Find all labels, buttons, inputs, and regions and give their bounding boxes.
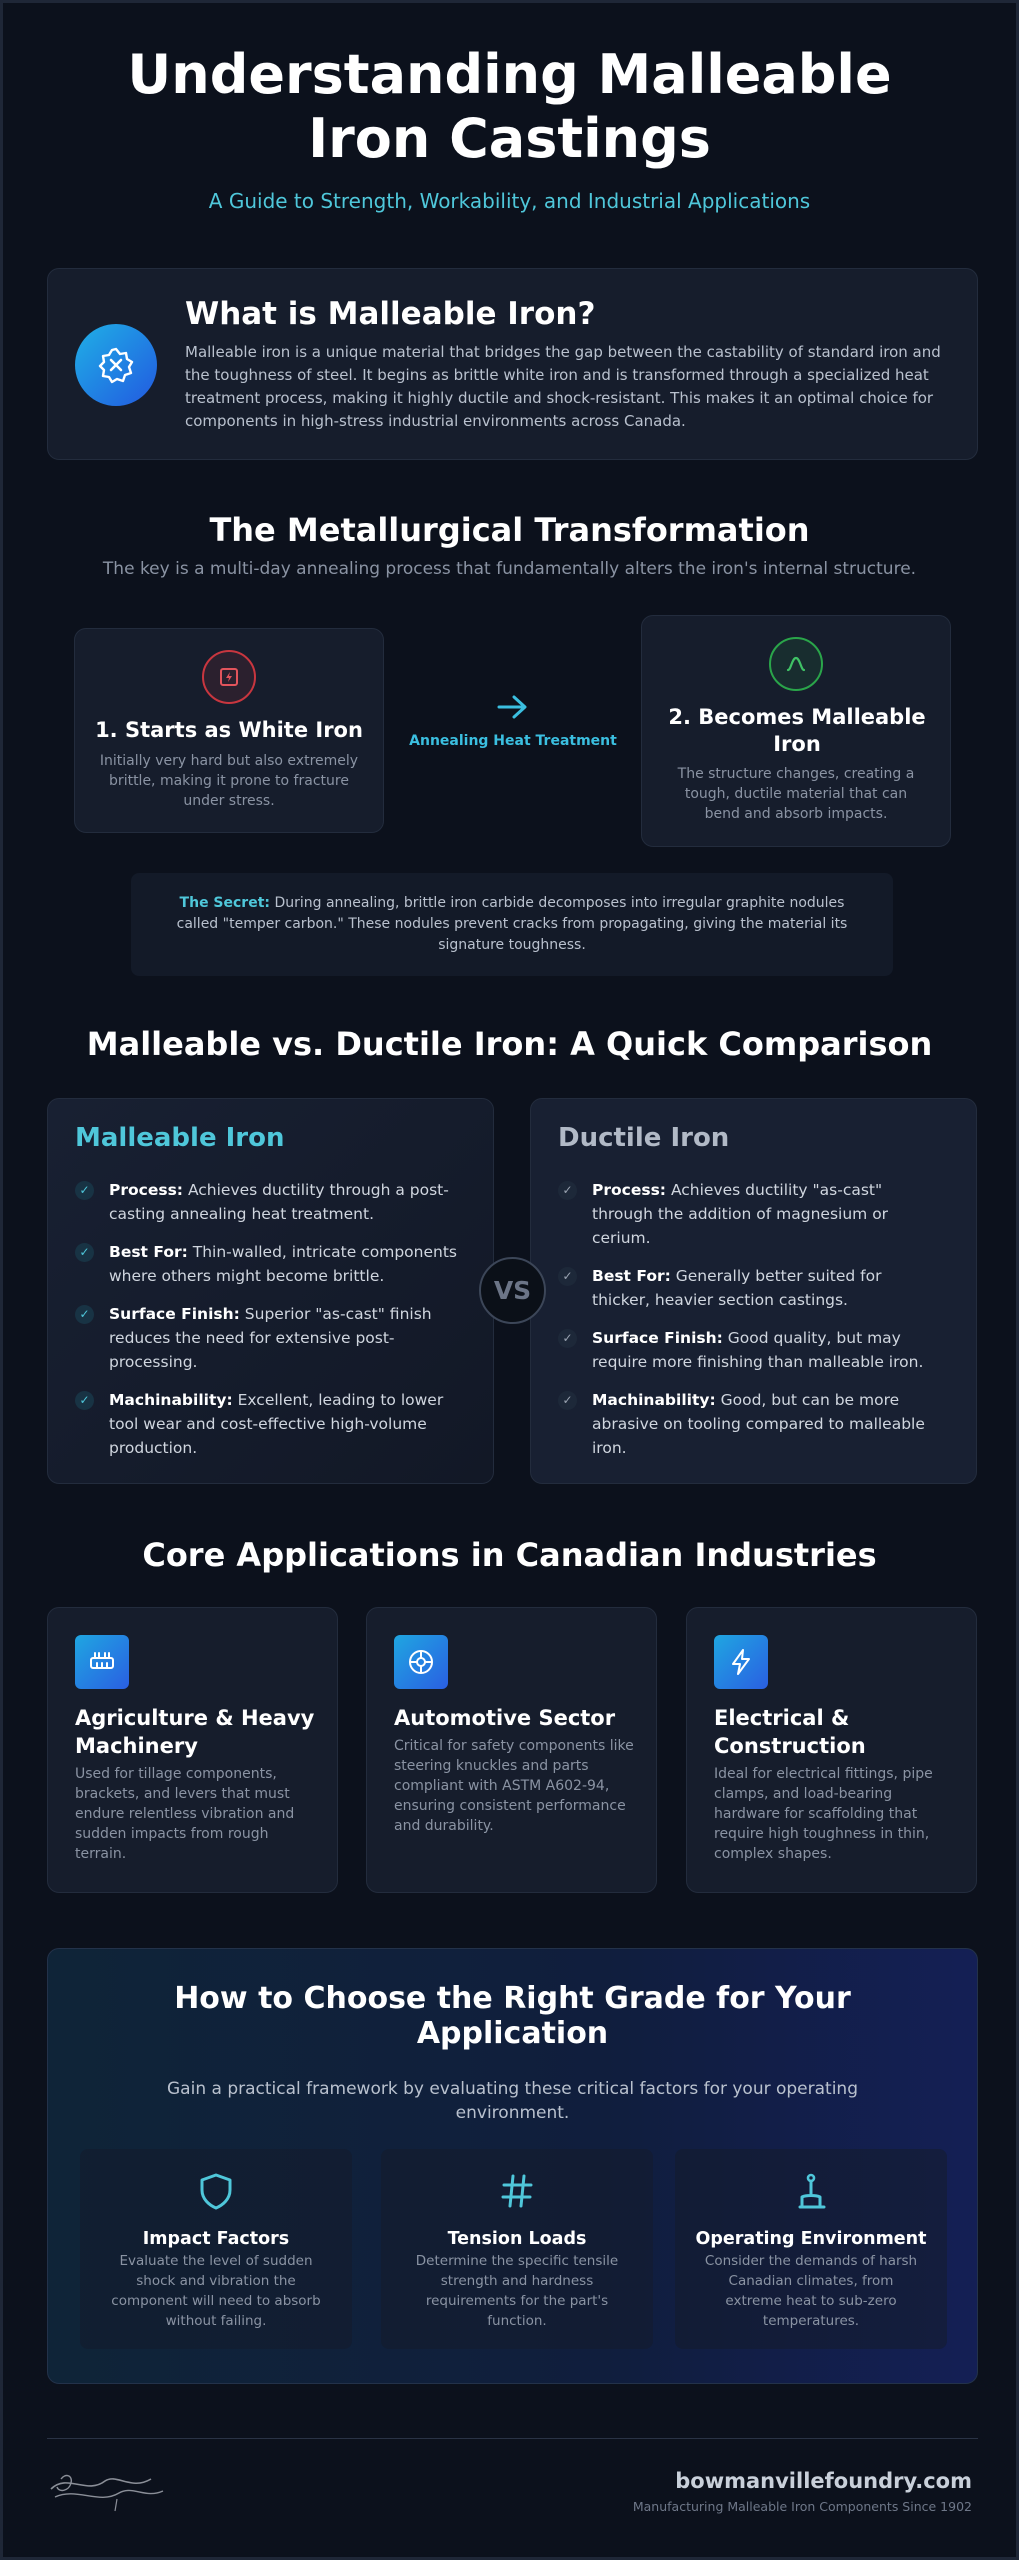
list-item	[558, 1264, 942, 1312]
item-label: Machinability:	[109, 1391, 233, 1409]
item-label: Process:	[592, 1181, 667, 1199]
check-icon: ✓	[558, 1391, 577, 1410]
list-item	[558, 1178, 942, 1250]
item-label: Surface Finish:	[592, 1329, 723, 1347]
choose-grade-section	[47, 1948, 978, 2384]
shield-icon	[80, 2171, 352, 2211]
stage1-title: 1. Starts as White Iron	[95, 718, 363, 742]
ductile-list	[558, 1178, 942, 1474]
stage2-text: The structure changes, creating a tough, ductile material that can bend and absorb impacts.	[677, 766, 915, 822]
app-card-automotive	[366, 1607, 657, 1893]
check-icon: ✓	[558, 1329, 577, 1348]
list-item	[75, 1302, 459, 1374]
check-icon: ✓	[558, 1267, 577, 1286]
page-title: Understanding Malleable Iron Castings	[127, 43, 892, 170]
choose-lead: Gain a practical framework by evaluating these critical factors for your operating environment.	[167, 2079, 858, 2123]
item-text: Achieves ductility "as-cast" through the addition of magnesium or cerium.	[592, 1181, 889, 1247]
transformation-title: The Metallurgical Transformation	[209, 511, 810, 549]
annealing-arrow	[398, 693, 628, 749]
item-label: Best For:	[592, 1267, 671, 1285]
factor-title: Impact Factors	[142, 2229, 290, 2249]
list-item	[558, 1326, 942, 1374]
foundry-logo	[47, 2465, 167, 2515]
secret-note	[131, 873, 893, 976]
malleable-title: Malleable Iron	[75, 1123, 285, 1153]
factor-text: Consider the demands of harsh Canadian climates, from extreme heat to sub-zero temperatures.	[704, 2253, 918, 2329]
hash-icon	[381, 2171, 653, 2211]
item-text: Generally better suited for thicker, heavier section castings.	[592, 1267, 882, 1309]
page-subtitle: A Guide to Strength, Workability, and Industrial Applications	[208, 189, 811, 213]
item-text: Thin-walled, intricate components where others might become brittle.	[109, 1243, 457, 1285]
item-text: Excellent, leading to lower tool wear and cost-effective high-volume production.	[109, 1391, 444, 1457]
app-text: Ideal for electrical fittings, pipe clamps, and load-bearing hardware for scaffolding that require high toughness in thin, complex shapes.	[714, 1766, 933, 1862]
item-label: Best For:	[109, 1243, 188, 1261]
list-item	[75, 1240, 459, 1288]
malleable-card	[47, 1098, 494, 1484]
environment-icon	[675, 2171, 947, 2211]
chip-icon	[202, 650, 256, 704]
item-label: Machinability:	[592, 1391, 716, 1409]
list-item	[558, 1388, 942, 1460]
app-title: Electrical & Construction	[714, 1706, 866, 1758]
app-text: Critical for safety components like steering knuckles and parts compliant with ASTM A602-94, ensuring consistent performance and durability.	[394, 1738, 634, 1834]
item-text: Achieves ductility through a post-casting annealing heat treatment.	[109, 1181, 449, 1223]
app-card-agriculture	[47, 1607, 338, 1893]
ductile-title: Ductile Iron	[558, 1123, 730, 1153]
lightning-icon	[714, 1635, 768, 1689]
app-title: Automotive Sector	[394, 1706, 616, 1730]
stage-malleable-iron	[641, 615, 951, 847]
ductile-card	[530, 1098, 977, 1484]
annealing-label: Annealing Heat Treatment	[409, 733, 617, 749]
check-icon: ✓	[75, 1305, 94, 1324]
footer-divider	[47, 2438, 978, 2439]
check-icon: ✓	[558, 1181, 577, 1200]
item-text: Good quality, but may require more finishing than malleable iron.	[592, 1329, 924, 1371]
secret-label: The Secret:	[179, 895, 270, 911]
intro-title: What is Malleable Iron?	[185, 296, 596, 332]
factor-environment	[675, 2149, 947, 2349]
secret-text: During annealing, brittle iron carbide decomposes into irregular graphite nodules called "temper carbon." These nodules prevent cracks from propagating, giving the material its signature toughness.	[176, 895, 848, 953]
tractor-icon	[75, 1635, 129, 1689]
check-icon: ✓	[75, 1243, 94, 1262]
item-text: Superior "as-cast" finish reduces the need for extensive post-processing.	[109, 1305, 432, 1371]
factor-tension	[381, 2149, 653, 2349]
wheel-icon	[394, 1635, 448, 1689]
vs-badge: VS	[479, 1257, 546, 1324]
factor-title: Operating Environment	[695, 2229, 927, 2249]
footer-brand: bowmanvillefoundry.com	[675, 2469, 972, 2493]
stage-white-iron	[74, 628, 384, 833]
malleable-list	[75, 1178, 459, 1474]
stage1-text: Initially very hard but also extremely brittle, making it prone to fracture under stress.	[99, 753, 359, 809]
footer-since: Manufacturing Malleable Iron Components Since 1902	[632, 2499, 972, 2514]
list-item	[75, 1388, 459, 1460]
applications-title: Core Applications in Canadian Industries	[142, 1536, 877, 1574]
header	[3, 43, 1016, 213]
app-text: Used for tillage components, brackets, and levers that must endure relentless vibration and sudden impacts from rough terrain.	[75, 1766, 295, 1862]
item-label: Process:	[109, 1181, 184, 1199]
item-text: Good, but can be more abrasive on tooling compared to malleable iron.	[592, 1391, 925, 1457]
factor-title: Tension Loads	[447, 2229, 587, 2249]
choose-title: How to Choose the Right Grade for Your Application	[174, 1981, 851, 2051]
arrow-right-icon	[496, 693, 530, 721]
factor-text: Evaluate the level of sudden shock and vibration the component will need to absorb without failing.	[111, 2253, 321, 2329]
stage2-title: 2. Becomes Malleable Iron	[668, 705, 926, 756]
item-label: Surface Finish:	[109, 1305, 240, 1323]
comparison-title: Malleable vs. Ductile Iron: A Quick Comparison	[86, 1025, 933, 1063]
check-icon: ✓	[75, 1181, 94, 1200]
list-item	[75, 1178, 459, 1226]
factor-impact	[80, 2149, 352, 2349]
wave-icon	[769, 637, 823, 691]
app-card-electrical	[686, 1607, 977, 1893]
intro-body: Malleable iron is a unique material that bridges the gap between the castability of standard iron and the toughness of steel. It begins as brittle white iron and is transformed through a specialized heat treatment process, making it highly ductile and shock-resistant. This makes it an optimal choice for components in high-stress industrial environments across Canada.	[185, 343, 941, 430]
intro-card	[47, 268, 978, 460]
gear-x-icon	[75, 324, 157, 406]
factor-text: Determine the specific tensile strength and hardness requirements for the part's function.	[415, 2253, 619, 2329]
app-title: Agriculture & Heavy Machinery	[75, 1706, 315, 1758]
check-icon: ✓	[75, 1391, 94, 1410]
transformation-subtitle: The key is a multi-day annealing process that fundamentally alters the iron's internal structure.	[102, 559, 917, 579]
